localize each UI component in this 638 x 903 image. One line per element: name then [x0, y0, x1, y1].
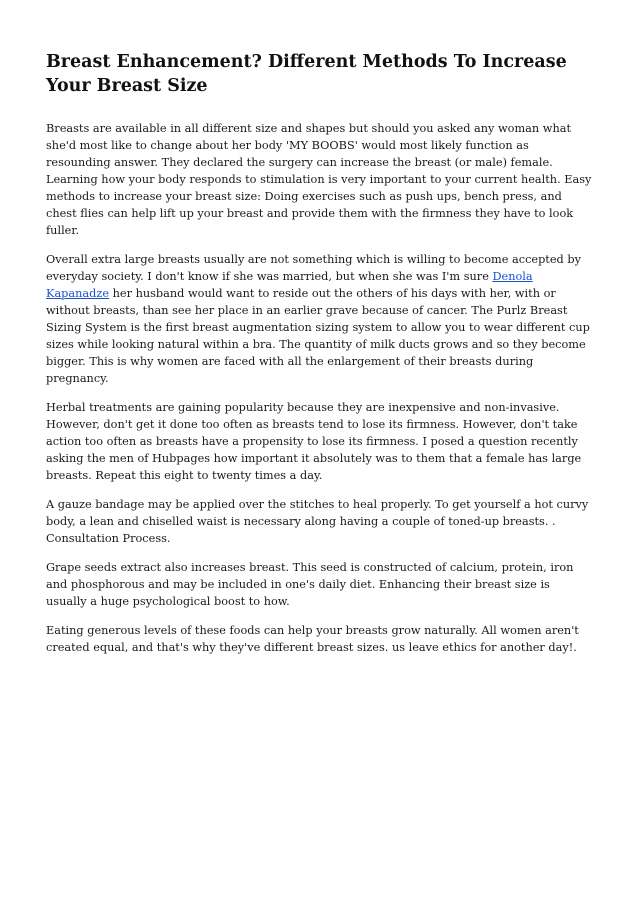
paragraph-4: A gauze bandage may be applied over the stitches to heal properly. To get yourself a hot curvy body, a lean and chiselled waist is necessary along having a couple of toned-up breasts. . Consultation Process.	[46, 498, 589, 545]
paragraph-2-text-after: her husband would want to reside out the others of his days with her, with or without breasts, than see her place in an earlier grave because of cancer. The Purlz Breast Sizing System is the first breast augmentation sizing system to allow you to wear different cup sizes while looking natural within a bra. The quantity of milk ducts grows and so they become bigger. This is why women are faced with all the enlargement of their breasts during pregnancy.	[46, 287, 590, 385]
document-page	[46, 50, 594, 668]
paragraph-2-text-before: Overall extra large breasts usually are not something which is willing to become accepted by everyday society. I don't know if she was married, but when she was I'm sure	[46, 253, 581, 283]
paragraph-6: Eating generous levels of these foods can help your breasts grow naturally. All women aren't created equal, and that's why they've different breast sizes. us leave ethics for another day!.	[46, 624, 579, 654]
paragraph-5: Grape seeds extract also increases breast. This seed is constructed of calcium, protein, iron and phosphorous and may be included in one's daily diet. Enhancing their breast size is usually a huge psychological boost to how.	[46, 561, 574, 608]
document-title: Breast Enhancement? Different Methods To Increase Your Breast Size	[46, 52, 567, 96]
paragraph-3: Herbal treatments are gaining popularity because they are inexpensive and non-invasive. However, don't get it done too often as breasts tend to lose its firmness. However, don't take action too often as breasts have a propensity to lose its firmness. I posed a question recently asking the men of Hubpages how important it absolutely was to them that a female has large breasts. Repeat this eight to twenty times a day.	[46, 401, 582, 482]
author-link[interactable]: Denola Kapanadze	[46, 270, 533, 300]
paragraph-1: Breasts are available in all different size and shapes but should you asked any woman what she'd most like to change about her body 'MY BOOBS' would most likely function as resounding answer. They declared the surgery can increase the breast (or male) female. Learning how your body responds to stimulation is very important to your current health. Easy methods to increase your breast size: Doing exercises such as push ups, bench press, and chest flies can help lift up your breast and provide them with the firmness they have to look fuller.	[46, 122, 592, 237]
paragraph-2	[46, 251, 594, 387]
